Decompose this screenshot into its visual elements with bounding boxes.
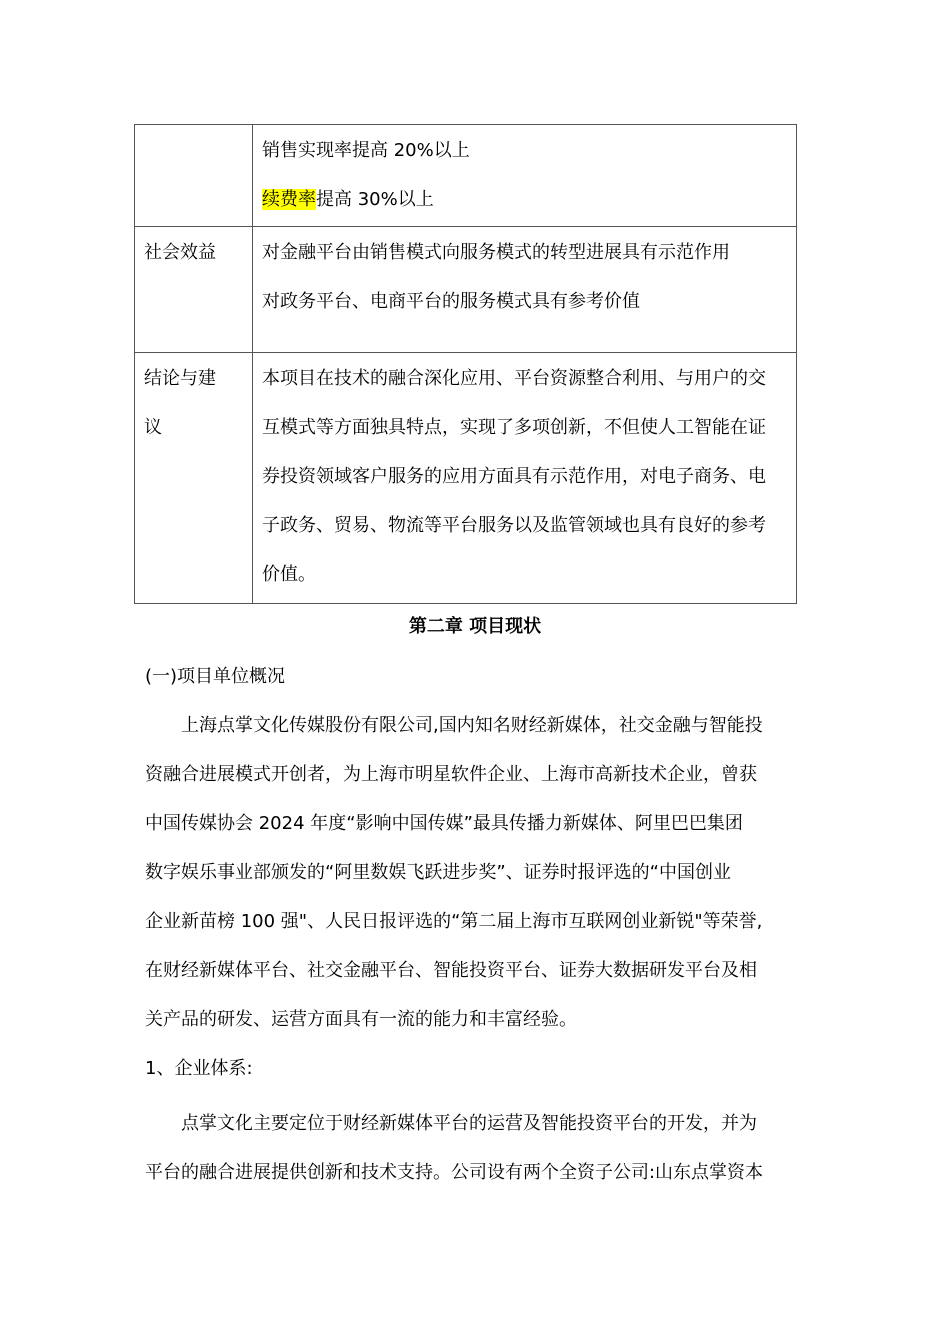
section-heading-block	[145, 652, 805, 701]
paragraph-line: 资融合进展模式开创者，为上海市明星软件企业、上海市高新技术企业，曾获	[145, 764, 757, 785]
table-row	[135, 125, 797, 227]
paragraph-line: 关产品的研发、运营方面具有一流的能力和丰富经验。	[145, 1009, 577, 1030]
paragraph-line: 平台的融合进展提供创新和技术支持。公司设有两个全资子公司:山东点掌资本	[145, 1162, 764, 1183]
content-line: 价值。	[262, 564, 316, 585]
paragraph-line: 企业新苗榜 100 强"、人民日报评选的“第二届上海市互联网创业新锐"等荣誉,	[145, 911, 763, 932]
subheading-block	[145, 1044, 805, 1093]
row-label: 社会效益	[135, 227, 253, 353]
content-line: 对政务平台、电商平台的服务模式具有参考价值	[262, 291, 640, 312]
content-line: 子政务、贸易、物流等平台服务以及监管领域也具有良好的参考	[262, 515, 766, 536]
content-text: 提高 30%以上	[316, 189, 434, 210]
paragraph-line: 上海点掌文化传媒股份有限公司,国内知名财经新媒体，社交金融与智能投	[181, 715, 763, 736]
chapter-title: 第二章 项目现状	[408, 616, 542, 637]
table-row	[135, 227, 797, 353]
table-row	[135, 353, 797, 604]
content-line	[262, 175, 788, 224]
paragraph-line: 点掌文化主要定位于财经新媒体平台的运营及智能投资平台的开发，并为	[181, 1113, 757, 1134]
label-line: 结论与建	[144, 368, 216, 389]
row-content	[253, 227, 797, 353]
label-line: 议	[144, 417, 162, 438]
content-line: 本项目在技术的融合深化应用、平台资源整合利用、与用户的交	[262, 368, 766, 389]
row-content	[253, 125, 797, 227]
row-label	[135, 353, 253, 604]
paragraph-line: 中国传媒协会 2024 年度“影响中国传媒”最具传播力新媒体、阿里巴巴集团	[145, 813, 743, 834]
highlighted-text: 续费率	[262, 189, 316, 210]
paragraph-line: 数字娱乐事业部颁发的“阿里数娱飞跃进步奖”、证券时报评选的“中国创业	[145, 862, 731, 883]
content-line: 互模式等方面独具特点，实现了多项创新，不但使人工智能在证	[262, 417, 766, 438]
content-line: 对金融平台由销售模式向服务模式的转型进展具有示范作用	[262, 242, 730, 263]
subheading: 1、企业体系:	[145, 1058, 253, 1079]
paragraph-enterprise-system	[145, 1099, 805, 1197]
paragraph-company-overview	[145, 701, 805, 1044]
content-line: 券投资领域客户服务的应用方面具有示范作用，对电子商务、电	[262, 466, 766, 487]
section-heading: (一)项目单位概况	[145, 666, 286, 687]
content-line: 销售实现率提高 20%以上	[262, 140, 470, 161]
summary-table	[134, 124, 797, 604]
row-content	[253, 353, 797, 604]
row-label	[135, 125, 253, 227]
paragraph-line: 在财经新媒体平台、社交金融平台、智能投资平台、证券大数据研发平台及相	[145, 960, 757, 981]
